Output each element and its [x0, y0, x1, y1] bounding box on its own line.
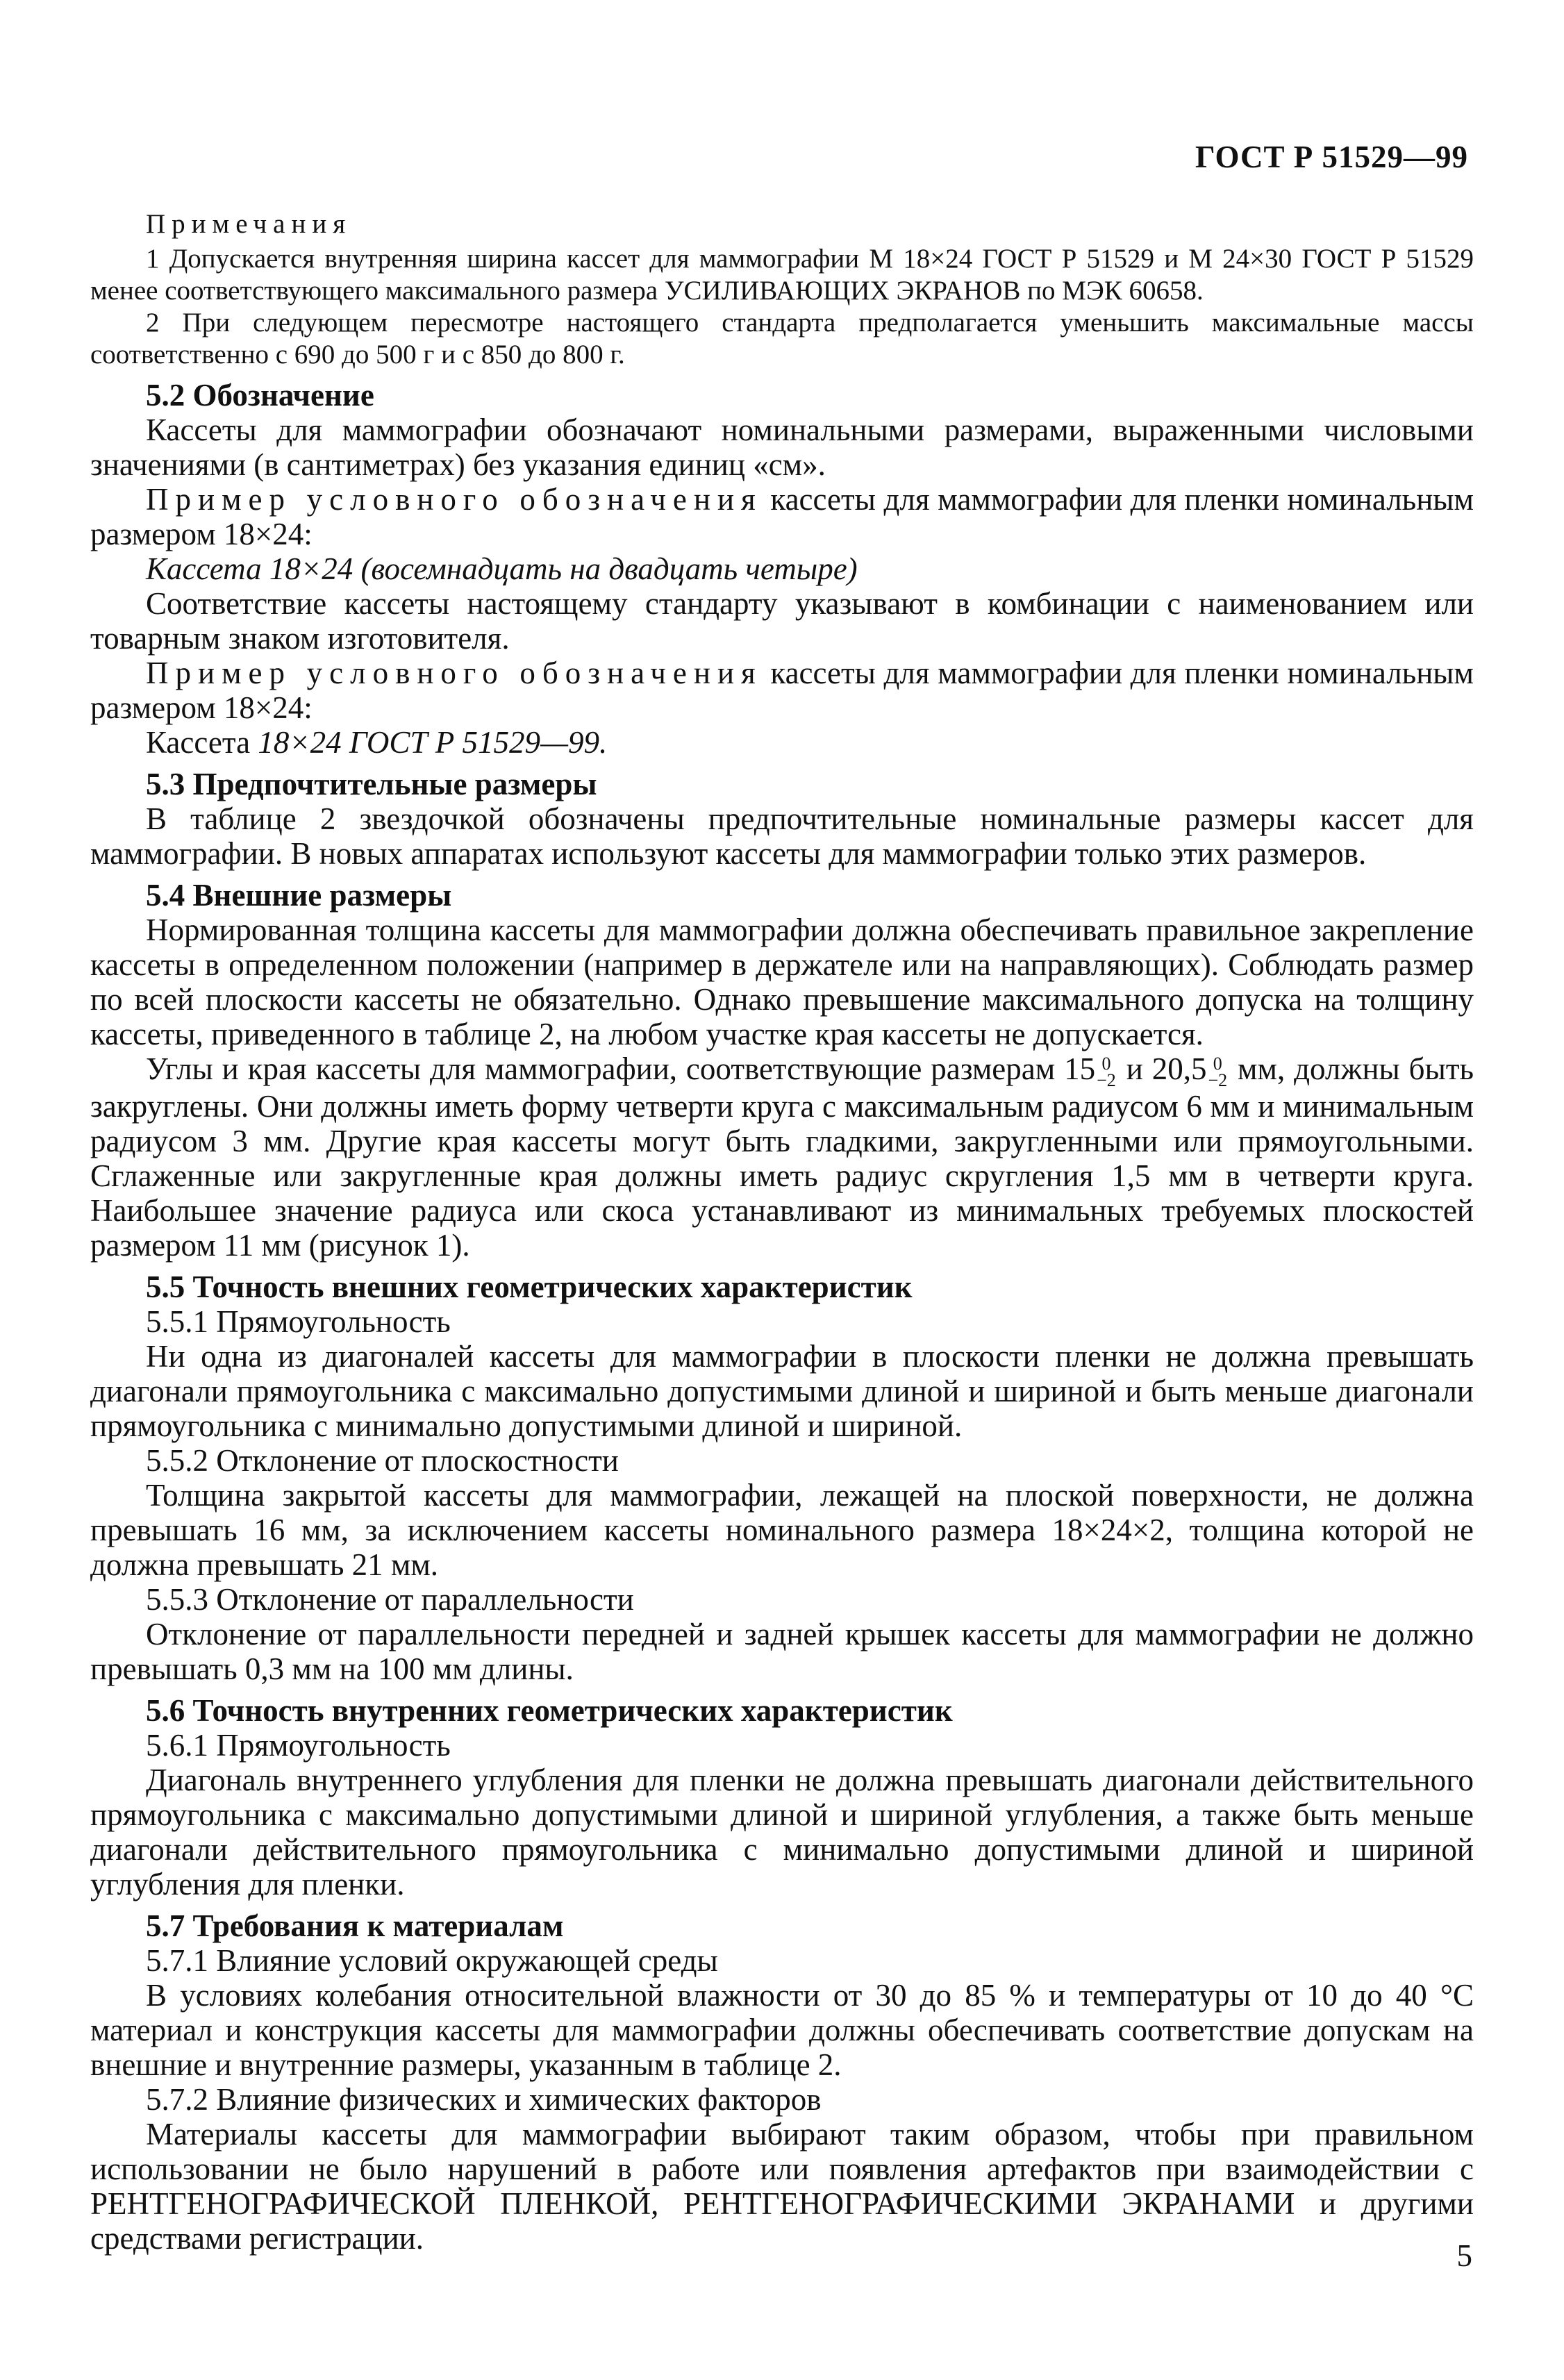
tolerance-2-lower: −2 [1208, 1070, 1228, 1090]
note-1: 1 Допускается внутренняя ширина кассет для маммографии М 18×24 ГОСТ Р 51529 и М 24×30 ГОСТ Р 51529 менее соответствующего максимального размера УСИЛИВАЮЩИХ ЭКРАНОВ по МЭК 60658. [90, 244, 1474, 306]
paragraph-5-2-1: Кассеты для маммографии обозначают номинальными размерами, выраженными числовыми значениями (в сантиметрах) без указания единиц «см». [90, 413, 1474, 482]
notes-block [90, 208, 1474, 371]
example-2-designation [90, 725, 1474, 760]
paragraph-5-7-2: Материалы кассеты для маммографии выбирают таким образом, чтобы при правильном использовании не было нарушений в работе или появления артефактов при взаимодействии с РЕНТГЕНОГРАФИЧЕСКОЙ ПЛЕНКОЙ, РЕНТГЕНОГРАФИЧЕСКИМИ ЭКРАНАМИ и другими средствами регистрации. [90, 2116, 1474, 2256]
paragraph-5-7-1: В условиях колебания относительной влажности от 30 до 85 % и температуры от 10 до 40 °С материал и конструкция кассеты для маммографии должны обеспечивать соответствие допускам на внешние и внутренние размеры, указанным в таблице 2. [90, 1977, 1474, 2082]
tolerance-1-lower: −2 [1097, 1070, 1116, 1090]
example-2-rest: кассеты для маммографии для пленки номинальным размером 18×24: [90, 656, 1474, 725]
heading-5-4: 5.4 Внешние размеры [146, 878, 452, 913]
p2-and: и [1117, 1051, 1152, 1086]
p2-part-a: Углы и края кассеты для маммографии, соответствующие размерам [146, 1051, 1065, 1086]
example-1-value: Кассета 18×24 (восемнадцать на двадцать четыре) [146, 551, 858, 586]
heading-5-7: 5.7 Требования к материалам [146, 1908, 564, 1943]
heading-5-6: 5.6 Точность внутренних геометрических характеристик [146, 1692, 953, 1728]
notes-title: Примечания [146, 209, 352, 239]
tolerance-1-upper: 0 [1101, 1053, 1111, 1074]
paragraph-5-2-2: Соответствие кассеты настоящему стандарту указывают в комбинации с наименованием или товарным знаком изготовителя. [90, 586, 1474, 656]
subheading-5-6-1: 5.6.1 Прямоугольность [146, 1727, 451, 1763]
paragraph-5-5-1: Ни одна из диагоналей кассеты для маммографии в плоскости пленки не должна превышать диагонали прямоугольника с максимально допустимыми длиной и шириной и быть меньше диагонали прямоугольника с минимально допустимыми длиной и шириной. [90, 1338, 1474, 1443]
p2-part-b: мм, должны быть закруглены. Они должны иметь форму четверти круга с максимальным радиусом 6 мм и минимальным радиусом 3 мм. Другие края кассеты могут быть гладкими, закругленными или прямоугольными. Сглаженные или закругленные края должны иметь радиус скругления 1,5 мм в четверти круга. Наибольшее значение радиуса или скоса устанавливают из минимальных требуемых плоскостей размером 11 мм (рисунок 1). [90, 1051, 1474, 1263]
heading-5-5: 5.5 Точность внешних геометрических характеристик [146, 1269, 913, 1304]
example-2-lead: Пример условного обозначения [146, 656, 763, 690]
paragraph-5-5-3: Отклонение от параллельности передней и задней крышек кассеты для маммографии не должно превышать 0,3 мм на 100 мм длины. [90, 1616, 1474, 1686]
example-1 [90, 482, 1474, 551]
tolerance-2-upper: 0 [1213, 1053, 1222, 1074]
heading-5-2: 5.2 Обозначение [146, 378, 374, 413]
paragraph-5-5-2: Толщина закрытой кассеты для маммографии, лежащей на плоской поверхности, не должна превышать 16 мм, за исключением кассеты номинального размера 18×24×2, толщина которой не должна превышать 21 мм. [90, 1477, 1474, 1582]
paragraph-5-4-2 [90, 1051, 1474, 1263]
subheading-5-7-1: 5.7.1 Влияние условий окружающей среды [146, 1942, 718, 1978]
paragraph-5-4-1: Нормированная толщина кассеты для маммографии должна обеспечивать правильное закрепление кассеты в определенном положении (например в держателе или на направляющих). Соблюдать размер по всей плоскости кассеты не обязательно. Однако превышение максимального допуска на толщину кассеты, приведенного в таблице 2, на любом участке края кассеты не допускается. [90, 913, 1474, 1051]
dimension-1: 15 [1064, 1051, 1096, 1086]
subheading-5-5-1: 5.5.1 Прямоугольность [146, 1304, 451, 1339]
paragraph-5-6-1: Диагональ внутреннего углубления для пленки не должна превышать диагонали действительного прямоугольника с максимально допустимыми длиной и шириной углубления, а также быть меньше диагонали действительного прямоугольника с минимально допустимыми длиной и шириной углубления для пленки. [90, 1762, 1474, 1901]
page-number: 5 [1456, 2238, 1472, 2273]
subheading-5-5-2: 5.5.2 Отклонение от плоскостности [146, 1442, 619, 1478]
tolerance-2 [1208, 1053, 1228, 1090]
heading-5-3: 5.3 Предпочтительные размеры [146, 767, 597, 801]
tolerance-1 [1097, 1053, 1116, 1090]
example-1-rest: кассеты для маммографии для пленки номинальным размером 18×24: [90, 482, 1474, 551]
paragraph-5-3-1: В таблице 2 звездочкой обозначены предпочтительные номинальные размеры кассет для маммографии. В новых аппаратах используют кассеты для маммографии только этих размеров. [90, 801, 1474, 871]
doc-code-header: ГОСТ Р 51529—99 [1195, 140, 1468, 174]
example-2 [90, 656, 1474, 725]
note-2: 2 При следующем пересмотре настоящего стандарта предполагается уменьшить максимальные массы соответственно с 690 до 500 г и с 850 до 800 г. [90, 308, 1474, 369]
page-content [90, 208, 1474, 2256]
dimension-2: 20,5 [1151, 1051, 1207, 1086]
example-1-lead: Пример условного обозначения [146, 482, 763, 517]
subheading-5-7-2: 5.7.2 Влияние физических и химических факторов [146, 2081, 822, 2117]
example-2-value: 18×24 ГОСТ Р 51529—99. [258, 725, 608, 760]
example-2-prefix: Кассета [146, 725, 258, 760]
subheading-5-5-3: 5.5.3 Отклонение от параллельности [146, 1581, 634, 1617]
